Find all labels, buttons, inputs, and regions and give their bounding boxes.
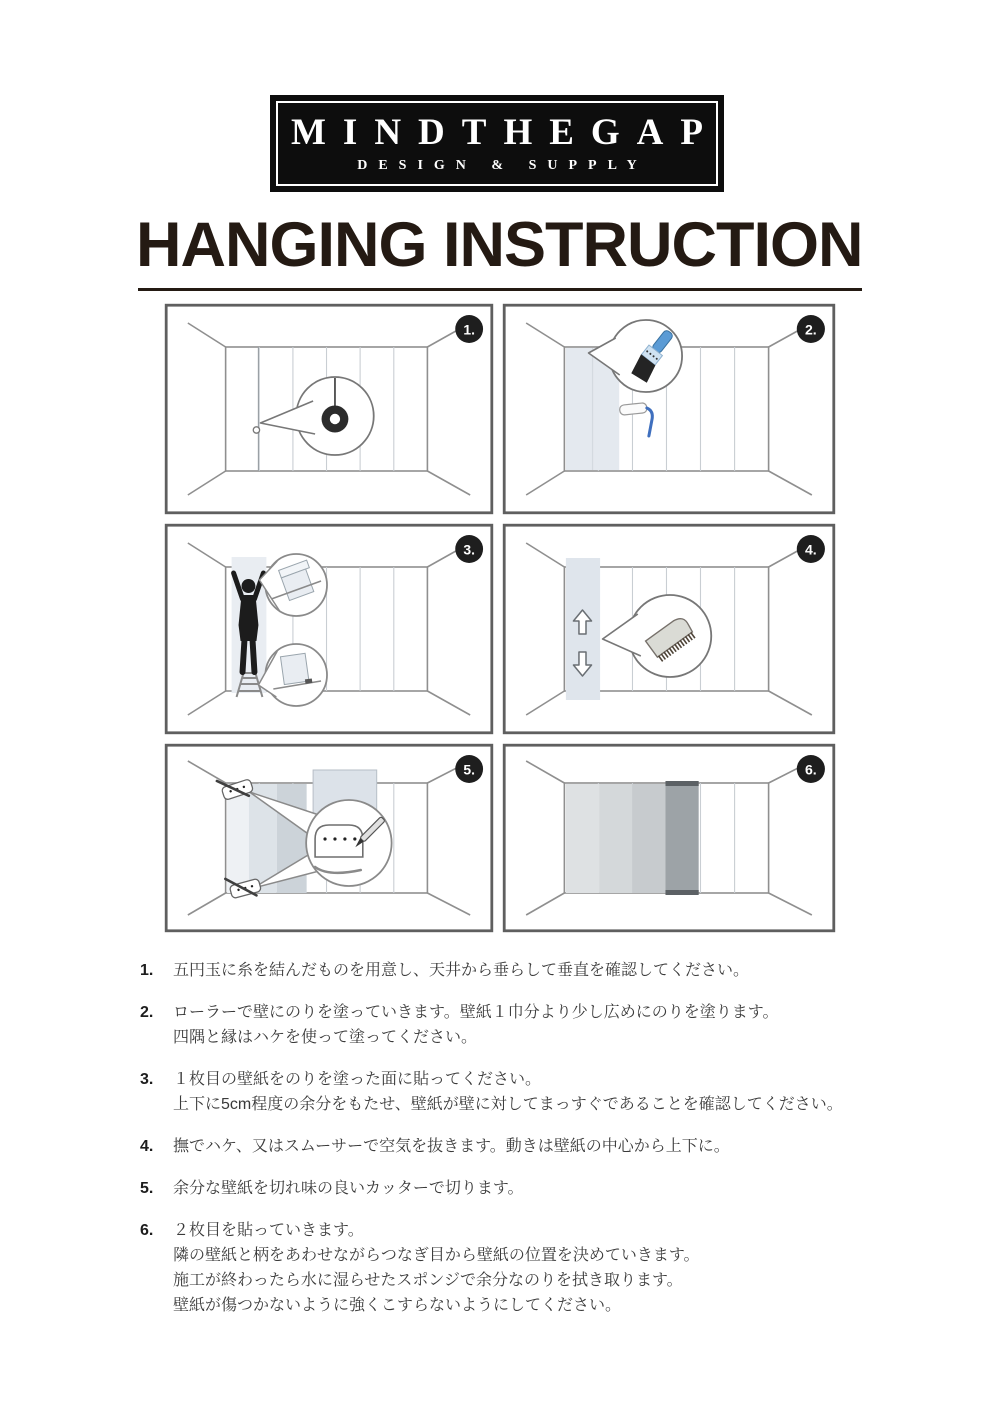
svg-text:6.: 6.	[804, 761, 817, 778]
panel-step-2	[502, 303, 836, 515]
step-badge	[797, 755, 825, 783]
instruction-number: 6.	[140, 1222, 154, 1239]
instruction-text: 四隅と縁はハケを使って塗ってください。	[173, 1029, 478, 1046]
brand-name: MINDTHEGAP	[291, 111, 720, 153]
instruction-item-5	[140, 1176, 900, 1201]
panel-step-5	[164, 743, 494, 933]
instruction-item-6	[140, 1218, 900, 1318]
instruction-text: 施工が終わったら水に湿らせたスポンジで余分なのりを拭き取ります。	[173, 1272, 683, 1289]
instruction-text: 余分な壁紙を切れ味の良いカッターで切ります。	[173, 1180, 524, 1197]
title-underline	[138, 288, 862, 291]
instruction-number: 2.	[140, 1004, 154, 1021]
instruction-number: 1.	[140, 962, 154, 979]
svg-text:1.: 1.	[463, 321, 475, 338]
instruction-number: 4.	[140, 1138, 154, 1155]
instruction-item-1	[140, 958, 900, 983]
instruction-text: ２枚目を貼っていきます。	[173, 1222, 364, 1239]
step-badge	[455, 535, 483, 563]
instruction-text: 五円玉に糸を結んだものを用意し、天井から垂らして垂直を確認してください。	[173, 962, 750, 979]
panel-step-4	[502, 523, 836, 735]
panel-step-3	[164, 523, 494, 735]
instruction-list	[140, 958, 900, 1335]
panel-step-1	[164, 303, 494, 515]
svg-text:3.: 3.	[463, 541, 475, 558]
instruction-text: 隣の壁紙と柄をあわせながらつなぎ目から壁紙の位置を決めていきます。	[173, 1247, 700, 1264]
svg-text:2.: 2.	[804, 321, 817, 338]
step-badge	[797, 315, 825, 343]
step-badge	[455, 315, 483, 343]
svg-text:4.: 4.	[804, 541, 817, 558]
instruction-text: ローラーで壁にのりを塗っていきます。壁紙１巾分より少し広めにのりを塗ります。	[173, 1004, 779, 1021]
wallpaper-strips-icon	[566, 781, 699, 895]
step-badge	[455, 755, 483, 783]
step-panel-grid	[164, 303, 836, 933]
instruction-number: 5.	[140, 1180, 154, 1197]
instruction-text: 壁紙が傷つかないように強くこすらないようにしてください。	[173, 1297, 622, 1314]
instruction-item-4	[140, 1134, 900, 1159]
instruction-text: 撫でハケ、又はスムーサーで空気を抜きます。動きは壁紙の中心から上下に。	[173, 1138, 730, 1155]
page-title: HANGING INSTRUCTION	[136, 210, 863, 280]
instruction-text: １枚目の壁紙をのりを塗った面に貼ってください。	[173, 1071, 542, 1088]
instruction-item-3	[140, 1067, 900, 1117]
room-outline	[166, 525, 492, 733]
instruction-number: 3.	[140, 1071, 154, 1088]
smoothing-ruler-icon	[315, 825, 363, 857]
instruction-text: 上下に5cm程度の余分をもたせ、壁紙が壁に対してまっすぐであることを確認してください。	[173, 1096, 843, 1113]
panel-step-6	[502, 743, 836, 933]
svg-text:5.: 5.	[463, 761, 475, 778]
brand-logo	[270, 95, 724, 192]
brand-tagline: DESIGN & SUPPLY	[357, 157, 648, 173]
instruction-item-2	[140, 1000, 900, 1050]
step-badge	[797, 535, 825, 563]
brand-logo-frame	[276, 101, 718, 186]
